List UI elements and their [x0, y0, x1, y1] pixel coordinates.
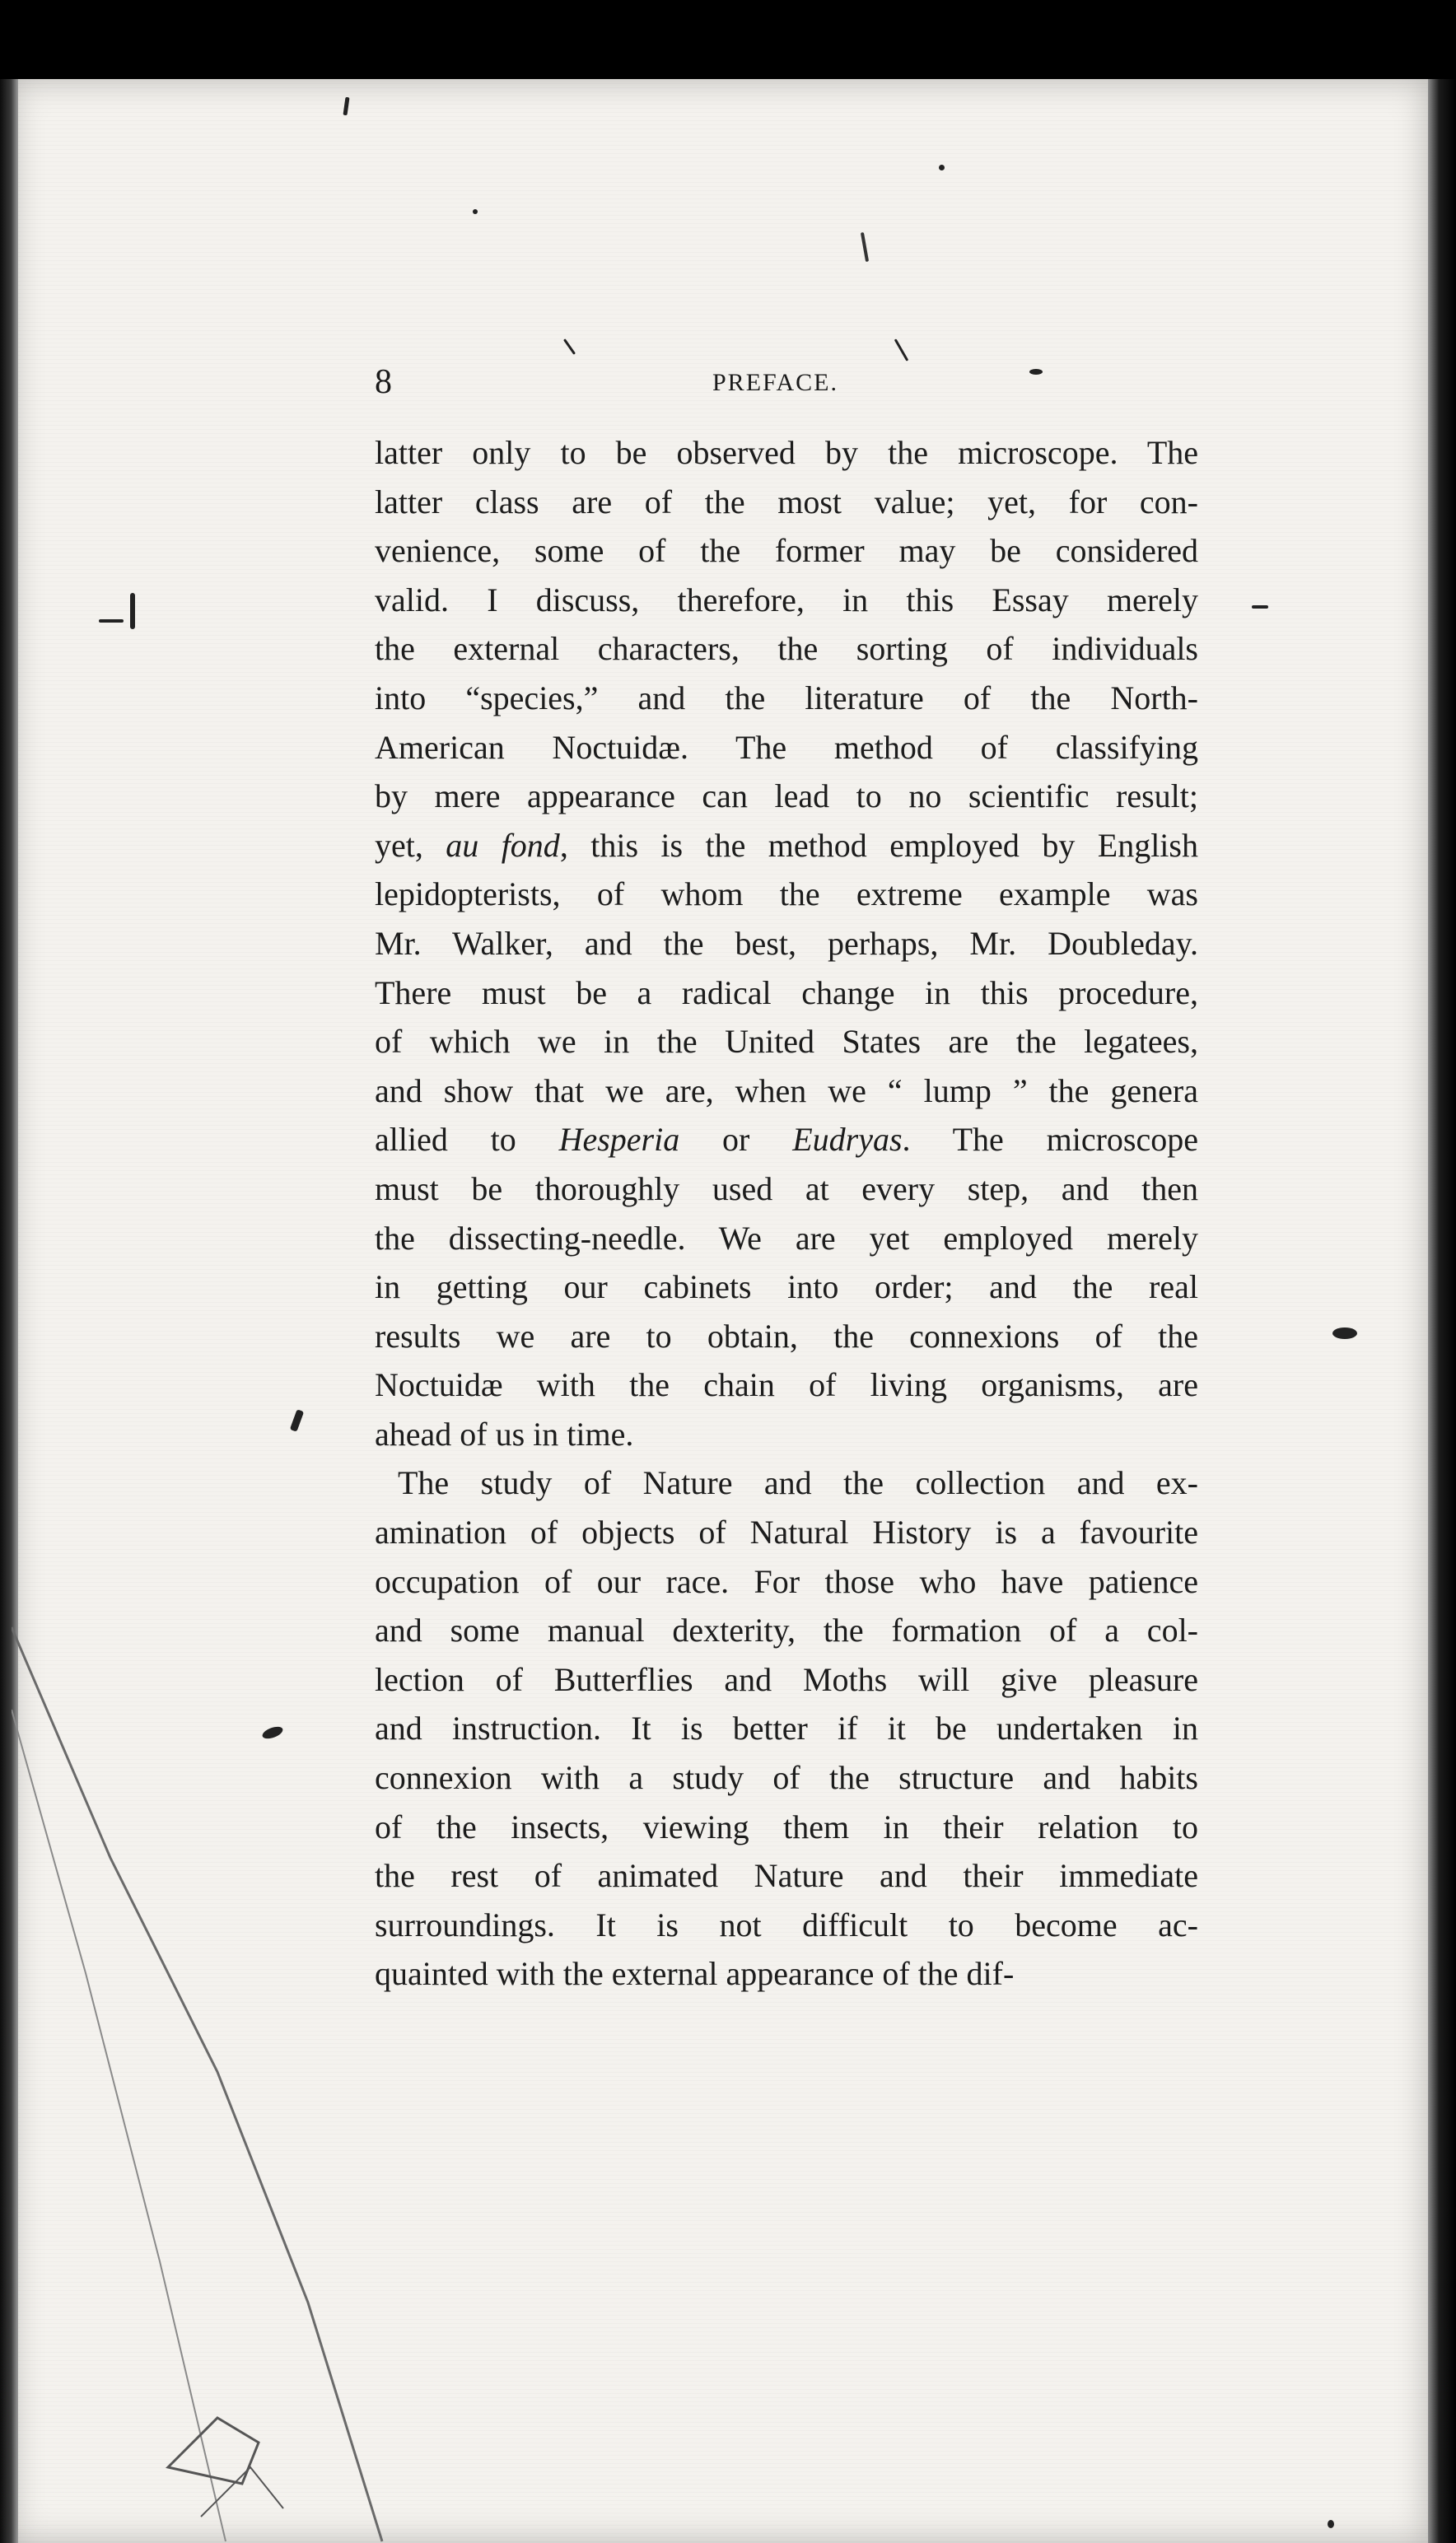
running-head: PREFACE.	[712, 369, 838, 396]
text-line: occupation of our race. For those who have patience	[375, 1562, 1198, 1600]
speck	[1252, 605, 1268, 609]
speck	[939, 165, 945, 170]
body-text	[375, 428, 1198, 1999]
text-line: venience, some of the former may be considered	[375, 532, 1198, 570]
text-segment: or	[679, 1121, 793, 1159]
speck	[99, 619, 124, 623]
text-segment: yet,	[375, 826, 446, 864]
text-line: must be thoroughly used at every step, and then	[375, 1169, 1198, 1207]
left-page-edge	[0, 79, 18, 2543]
text-line: valid. I discuss, therefore, in this Essay merely	[375, 581, 1198, 618]
italic-term: au fond	[446, 826, 560, 864]
text-segment: allied to	[375, 1121, 559, 1159]
text-line: and instruction. It is better if it be undertaken in	[375, 1710, 1198, 1747]
text-line: results we are to obtain, the connexions of the	[375, 1317, 1198, 1355]
text-line	[375, 821, 1198, 870]
speck	[473, 209, 478, 214]
paragraph	[375, 1458, 1198, 1999]
text-line: into “species,” and the literature of the North-	[375, 679, 1198, 716]
speck	[1328, 2520, 1334, 2528]
text-line: and show that we are, when we “ lump ” the genera	[375, 1071, 1198, 1109]
page-number: 8	[375, 363, 392, 401]
text-line: by mere appearance can lead to no scientific result;	[375, 777, 1198, 815]
text-line: of which we in the United States are the legatees,	[375, 1023, 1198, 1061]
text-segment: . The microscope	[902, 1121, 1198, 1159]
italic-term: Hesperia	[558, 1121, 680, 1159]
text-line: amination of objects of Natural History is a favourite	[375, 1514, 1198, 1551]
text-line: lection of Butterflies and Moths will give pleasure	[375, 1660, 1198, 1698]
text-line: quainted with the external appearance of the dif-	[375, 1955, 1015, 1993]
italic-term: Eudryas	[792, 1121, 903, 1159]
paragraph	[375, 428, 1198, 1458]
right-binding-edge	[1428, 79, 1456, 2543]
text-line: and some manual dexterity, the formation of a col-	[375, 1612, 1198, 1649]
text-line: in getting our cabinets into order; and the real	[375, 1268, 1198, 1306]
page-header	[375, 362, 1198, 412]
text-line: of the insects, viewing them in their relation to	[375, 1808, 1198, 1845]
text-line: The study of Nature and the collection and ex-	[398, 1464, 1198, 1502]
text-line: latter only to be observed by the microscope. The	[375, 434, 1198, 471]
text-line: the external characters, the sorting of individuals	[375, 630, 1198, 668]
text-line: ahead of us in time.	[375, 1415, 634, 1453]
text-line: the dissecting-needle. We are yet employed merely	[375, 1219, 1198, 1257]
text-line: latter class are of the most value; yet, for con-	[375, 483, 1198, 520]
text-line: There must be a radical change in this procedure,	[375, 973, 1198, 1011]
text-line: lepidopterists, of whom the extreme example was	[375, 875, 1198, 913]
text-line: connexion with a study of the structure and habits	[375, 1759, 1198, 1797]
text-line: American Noctuidæ. The method of classifying	[375, 728, 1198, 766]
speck	[1332, 1327, 1357, 1339]
text-line: the rest of animated Nature and their immediate	[375, 1857, 1198, 1895]
text-line: Mr. Walker, and the best, perhaps, Mr. Doubleday.	[375, 924, 1198, 962]
text-line: surroundings. It is not difficult to become ac-	[375, 1906, 1198, 1943]
text-line	[375, 1115, 1198, 1164]
text-line: Noctuidæ with the chain of living organisms, are	[375, 1366, 1198, 1404]
text-segment: , this is the method employed by English	[559, 826, 1198, 864]
speck	[130, 593, 135, 629]
